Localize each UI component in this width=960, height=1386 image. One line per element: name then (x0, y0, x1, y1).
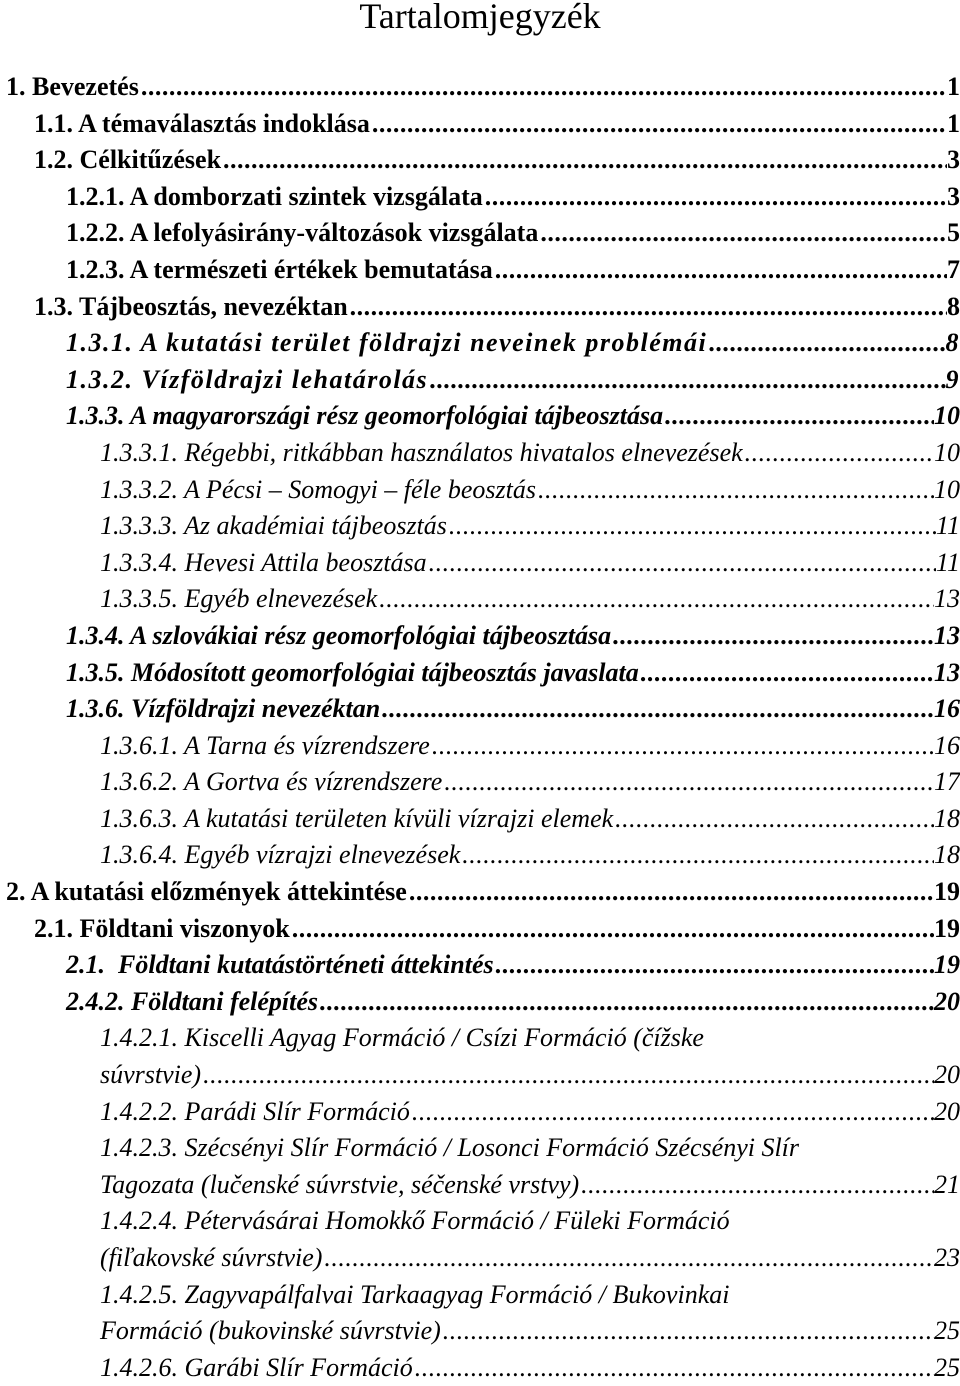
dot-leader (493, 252, 947, 289)
toc-entry-text: 1.3.3.5. Egyéb elnevezések (100, 581, 377, 618)
toc-page-number: 8 (947, 289, 960, 326)
toc-entry-text: súvrstvie) (100, 1057, 201, 1094)
toc-entry[interactable] (0, 398, 960, 435)
dot-leader (139, 69, 947, 106)
toc-entry-text: 1.4.2.6. Garábi Slír Formáció (100, 1350, 413, 1386)
toc-entry-text: 1.3.3.2. A Pécsi – Somogyi – féle beosztás (100, 472, 536, 509)
toc-entry-text: 1.3.1. A kutatási terület földrajzi neveinek problémái (66, 325, 707, 362)
toc-page-number: 5 (947, 215, 960, 252)
toc-page-number: 8 (946, 325, 960, 362)
dot-leader (613, 801, 934, 838)
dot-leader (743, 435, 934, 472)
toc-page-number: 25 (934, 1350, 960, 1386)
toc-page-number: 10 (934, 435, 960, 472)
toc-entry[interactable] (0, 1167, 960, 1204)
toc-entry-line1[interactable] (0, 1203, 960, 1240)
toc-entry[interactable] (0, 142, 960, 179)
dot-leader (460, 837, 934, 874)
toc-entry[interactable] (0, 837, 960, 874)
dot-leader (427, 545, 936, 582)
toc-entry-line1[interactable] (0, 1020, 960, 1057)
toc-entry[interactable] (0, 106, 960, 143)
toc-entry[interactable] (0, 508, 960, 545)
toc-page-number: 18 (934, 801, 960, 838)
toc-entry[interactable] (0, 764, 960, 801)
toc-entry-text: 1.3. Tájbeosztás, nevezéktan (34, 289, 348, 326)
toc-entry-text: Formáció (bukovinské súvrstvie) (100, 1313, 441, 1350)
dot-leader (611, 618, 934, 655)
toc-entry-text: 1.2.3. A természeti értékek bemutatása (66, 252, 493, 289)
toc-entry[interactable] (0, 728, 960, 765)
toc-entry-text: 1.3.4. A szlovákiai rész geomorfológiai tájbeosztása (66, 618, 611, 655)
dot-leader (318, 984, 934, 1021)
toc-entry-text: Tagozata (lučenské súvrstvie, séčenské vrstvy) (100, 1167, 579, 1204)
table-of-contents (0, 69, 960, 1386)
toc-page-number: 7 (947, 252, 960, 289)
toc-entry[interactable] (0, 1240, 960, 1277)
toc-page-number: 9 (946, 362, 960, 399)
toc-page-number: 16 (934, 691, 960, 728)
dot-leader (707, 325, 945, 362)
toc-entry-text: 1.3.6.1. A Tarna és vízrendszere (100, 728, 430, 765)
toc-page-number: 17 (934, 764, 960, 801)
toc-entry-text: 1.2.1. A domborzati szintek vizsgálata (66, 179, 483, 216)
toc-entry[interactable] (0, 801, 960, 838)
dot-leader (410, 1094, 934, 1131)
toc-page-number: 18 (934, 837, 960, 874)
toc-page-number: 20 (934, 1057, 960, 1094)
toc-entry-text: 1.4.2.4. Pétervásárai Homokkő Formáció / Füleki Formáció (100, 1206, 730, 1235)
toc-entry[interactable] (0, 947, 960, 984)
toc-page-number: 10 (934, 472, 960, 509)
dot-leader (290, 911, 934, 948)
toc-entry-text: 2.4.2. Földtani felépítés (66, 984, 318, 1021)
toc-entry[interactable] (0, 618, 960, 655)
toc-entry-text: 1.3.3.4. Hevesi Attila beosztása (100, 545, 427, 582)
toc-entry-text: 1.2. Célkitűzések (34, 142, 221, 179)
toc-entry[interactable] (0, 691, 960, 728)
toc-page-number: 3 (947, 179, 960, 216)
dot-leader (494, 947, 934, 984)
toc-entry-text: 1.4.2.5. Zagyvapálfalvai Tarkaagyag Formáció / Bukovinkai (100, 1280, 729, 1309)
toc-entry-text: 1.3.5. Módosított geomorfológiai tájbeosztás javaslata (66, 655, 639, 692)
dot-leader (377, 581, 934, 618)
toc-page-number: 13 (934, 655, 960, 692)
toc-entry-line1[interactable] (0, 1130, 960, 1167)
toc-page-number: 13 (934, 581, 960, 618)
dot-leader (348, 289, 947, 326)
toc-page-number: 10 (934, 398, 960, 435)
toc-entry-text: 1. Bevezetés (6, 69, 139, 106)
toc-entry[interactable] (0, 655, 960, 692)
dot-leader (447, 508, 936, 545)
toc-entry-line1[interactable] (0, 1277, 960, 1314)
toc-page-number: 3 (947, 142, 960, 179)
toc-page-number: 19 (934, 947, 960, 984)
toc-entry[interactable] (0, 1313, 960, 1350)
dot-leader (441, 1313, 934, 1350)
toc-entry[interactable] (0, 362, 960, 399)
dot-leader (579, 1167, 934, 1204)
toc-page-number: 1 (947, 69, 960, 106)
dot-leader (483, 179, 947, 216)
toc-page-number: 19 (934, 911, 960, 948)
toc-entry-text: 1.3.2. Vízföldrajzi lehatárolás (66, 362, 428, 399)
toc-entry-text: 1.4.2.2. Parádi Slír Formáció (100, 1094, 410, 1131)
dot-leader (430, 728, 934, 765)
toc-page-number: 21 (934, 1167, 960, 1204)
toc-page-number: 16 (934, 728, 960, 765)
toc-entry[interactable] (0, 435, 960, 472)
toc-entry[interactable] (0, 472, 960, 509)
toc-entry[interactable] (0, 874, 960, 911)
toc-entry-text: 1.3.6. Vízföldrajzi nevezéktan (66, 691, 380, 728)
toc-page-number: 1 (947, 106, 960, 143)
toc-page-number: 19 (934, 874, 960, 911)
toc-entry[interactable] (0, 545, 960, 582)
toc-page-number: 20 (934, 1094, 960, 1131)
toc-entry-text: 1.3.3.1. Régebbi, ritkábban használatos hivatalos elnevezések (100, 435, 743, 472)
toc-entry[interactable] (0, 289, 960, 326)
toc-entry[interactable] (0, 252, 960, 289)
toc-entry[interactable] (0, 984, 960, 1021)
toc-entry-text: (fiľakovské súvrstvie) (100, 1240, 322, 1277)
toc-entry[interactable] (0, 69, 960, 106)
dot-leader (201, 1057, 934, 1094)
toc-entry[interactable] (0, 1350, 960, 1386)
dot-leader (442, 764, 934, 801)
page-title: Tartalomjegyzék (0, 0, 960, 36)
toc-page-number: 11 (936, 508, 960, 545)
toc-entry-text: 2. A kutatási előzmények áttekintése (6, 874, 407, 911)
dot-leader (407, 874, 934, 911)
dot-leader (221, 142, 947, 179)
toc-entry-text: 1.3.3.3. Az akadémiai tájbeosztás (100, 508, 447, 545)
toc-entry-text: 1.3.3. A magyarországi rész geomorfológiai tájbeosztása (66, 398, 663, 435)
dot-leader (538, 215, 947, 252)
dot-leader (663, 398, 934, 435)
dot-leader (413, 1350, 934, 1386)
toc-page-number: 13 (934, 618, 960, 655)
toc-entry[interactable] (0, 1057, 960, 1094)
toc-entry[interactable] (0, 911, 960, 948)
dot-leader (322, 1240, 934, 1277)
toc-entry-text: 2.1. Földtani viszonyok (34, 911, 290, 948)
toc-entry-text: 1.4.2.1. Kiscelli Agyag Formáció / Csízi Formáció (čížske (100, 1023, 704, 1052)
dot-leader (370, 106, 947, 143)
toc-entry-text: 2.1. Földtani kutatástörténeti áttekintés (66, 947, 494, 984)
toc-entry-text: 1.2.2. A lefolyásirány-változások vizsgálata (66, 215, 538, 252)
toc-page-number: 11 (936, 545, 960, 582)
dot-leader (639, 655, 934, 692)
toc-entry-text: 1.3.6.2. A Gortva és vízrendszere (100, 764, 442, 801)
toc-entry[interactable] (0, 325, 960, 362)
dot-leader (536, 472, 934, 509)
toc-entry[interactable] (0, 215, 960, 252)
toc-entry[interactable] (0, 179, 960, 216)
toc-entry-text: 1.4.2.3. Szécsényi Slír Formáció / Losonci Formáció Szécsényi Slír (100, 1133, 799, 1162)
dot-leader (428, 362, 945, 399)
toc-entry[interactable] (0, 1094, 960, 1131)
dot-leader (380, 691, 934, 728)
toc-entry-text: 1.3.6.4. Egyéb vízrajzi elnevezések (100, 837, 460, 874)
toc-entry[interactable] (0, 581, 960, 618)
toc-page-number: 20 (934, 984, 960, 1021)
toc-entry-text: 1.1. A témaválasztás indoklása (34, 106, 370, 143)
toc-page-number: 25 (934, 1313, 960, 1350)
toc-entry-text: 1.3.6.3. A kutatási területen kívüli vízrajzi elemek (100, 801, 613, 838)
toc-page-number: 23 (934, 1240, 960, 1277)
